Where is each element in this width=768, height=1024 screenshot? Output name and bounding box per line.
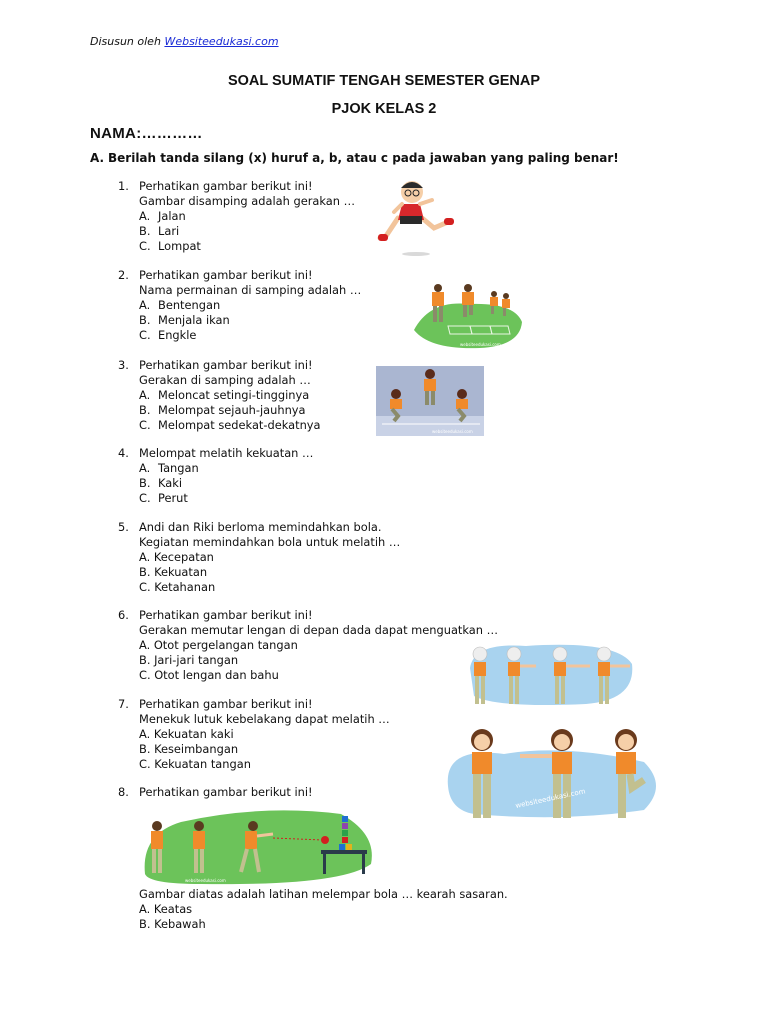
option-a [118,298,361,313]
question-number: 1. [118,179,129,193]
option-text: Kaki [158,475,183,490]
option-c [118,668,498,683]
option-b [118,742,390,757]
option-letter: A. [139,208,151,223]
option-letter: C. [139,667,151,682]
option-text: Kekuatan [154,564,208,579]
option-c [118,239,355,254]
option-b [118,565,400,580]
option-text: Keatas [153,901,193,916]
question-text: Gerakan memutar lengan di depan dada dapat menguatkan … [139,622,499,637]
question-1 [118,179,355,254]
option-letter: C. [139,417,151,432]
name-field: NAMA:………… [90,125,203,142]
question-8-continued [118,887,508,932]
option-letter: B. [139,312,151,327]
option-text: Meloncat setingi-tingginya [158,387,310,402]
question-number: 7. [118,697,129,711]
option-letter: B. [139,741,151,756]
option-a [118,388,321,403]
watermark-q2: websiteedukasi.com [460,342,501,347]
arm-exercise-illustration [466,638,636,710]
question-text: Perhatikan gambar berikut ini! [139,358,313,372]
option-letter: B. [139,223,151,238]
question-text: Perhatikan gambar berikut ini! [139,697,313,711]
option-b [118,313,361,328]
option-a [118,550,400,565]
option-b [118,224,355,239]
option-letter: C. [139,490,151,505]
option-text: Bentengan [158,297,221,312]
question-number: 4. [118,446,129,460]
option-b [118,653,498,668]
option-b [118,476,313,491]
option-letter: A. [139,460,151,475]
question-number: 8. [118,785,129,799]
watermark-q8: websiteedukasi.com [185,878,226,883]
question-text: Perhatikan gambar berikut ini! [139,608,313,622]
ball-throwing-illustration [141,804,377,886]
option-letter: A. [139,726,151,741]
section-label: A. [90,151,105,165]
option-text: Kekuatan kaki [153,726,234,741]
question-text: Andi dan Riki berloma memindahkan bola. [139,520,382,534]
question-text: Perhatikan gambar berikut ini! [139,268,313,282]
question-text: Kegiatan memindahkan bola untuk melatih … [139,534,401,549]
option-letter: B. [139,475,151,490]
option-a [118,902,508,917]
engkle-game-illustration [410,282,524,350]
instruction-text: Berilah tanda silang (x) huruf a, b, atau c pada jawaban yang paling benar! [108,151,619,165]
option-letter: A. [139,387,151,402]
option-letter: A. [139,901,151,916]
option-letter: C. [139,238,151,253]
option-text: Otot pergelangan tangan [153,637,298,652]
credit-line [90,35,279,48]
option-text: Lari [158,223,180,238]
option-letter: B. [139,916,151,931]
option-text: Jari-jari tangan [154,652,239,667]
watermark-q3: websiteedukasi.com [432,429,473,434]
question-text: Gerakan di samping adalah … [139,372,311,387]
option-letter: A. [139,637,151,652]
question-number: 6. [118,608,129,622]
option-c [118,491,313,506]
question-3 [118,358,321,433]
option-text: Kekuatan tangan [154,756,251,771]
option-text: Kebawah [154,916,206,931]
credit-link[interactable]: Websiteedukasi.com [164,35,279,48]
option-c [118,580,400,595]
option-b [118,403,321,418]
question-text: Perhatikan gambar berikut ini! [139,179,313,193]
page-subtitle: PJOK KELAS 2 [331,101,437,117]
option-c [118,418,321,433]
question-4 [118,446,313,506]
question-text: Nama permainan di samping adalah … [139,282,362,297]
option-letter: C. [139,756,151,771]
option-letter: C. [139,579,151,594]
option-letter: B. [139,652,151,667]
option-text: Keseimbangan [154,741,239,756]
question-6 [118,608,498,683]
option-letter: C. [139,327,151,342]
option-text: Perut [158,490,188,505]
question-5 [118,520,400,595]
question-text: Melompat melatih kekuatan … [139,446,314,460]
question-text: Gambar disamping adalah gerakan … [139,193,355,208]
credit-prefix: Disusun oleh [90,35,161,48]
jumping-kids-illustration [376,366,484,436]
option-text: Menjala ikan [158,312,230,327]
option-a [118,461,313,476]
option-text: Melompat sejauh-jauhnya [158,402,306,417]
section-instruction [90,151,619,165]
question-text: Menekuk lutuk kebelakang dapat melatih … [139,711,390,726]
option-text: Kecepatan [153,549,214,564]
option-text: Ketahanan [154,579,216,594]
option-text: Melompat sedekat-dekatnya [158,417,321,432]
question-number: 5. [118,520,129,534]
option-b [118,917,508,932]
option-a [118,209,355,224]
watermark-q7: websiteedukasi.com [514,787,587,810]
option-text: Lompat [158,238,201,253]
option-a [118,638,498,653]
option-text: Otot lengan dan bahu [154,667,279,682]
option-c [118,328,361,343]
option-c [118,757,390,772]
running-boy-illustration [376,178,464,258]
question-number: 2. [118,268,129,282]
question-number: 3. [118,358,129,372]
option-text: Tangan [158,460,199,475]
page-title: SOAL SUMATIF TENGAH SEMESTER GENAP [227,73,541,89]
option-text: Engkle [158,327,197,342]
option-letter: A. [139,297,151,312]
balance-exercise-illustration [444,726,666,826]
option-letter: A. [139,549,151,564]
question-7 [118,697,390,772]
option-text: Jalan [158,208,186,223]
option-letter: B. [139,402,151,417]
question-2 [118,268,361,343]
option-a [118,727,390,742]
question-8 [118,785,313,800]
option-letter: B. [139,564,151,579]
question-text: Perhatikan gambar berikut ini! [139,785,313,799]
question-text: Gambar diatas adalah latihan melempar bola … kearah sasaran. [139,887,508,901]
